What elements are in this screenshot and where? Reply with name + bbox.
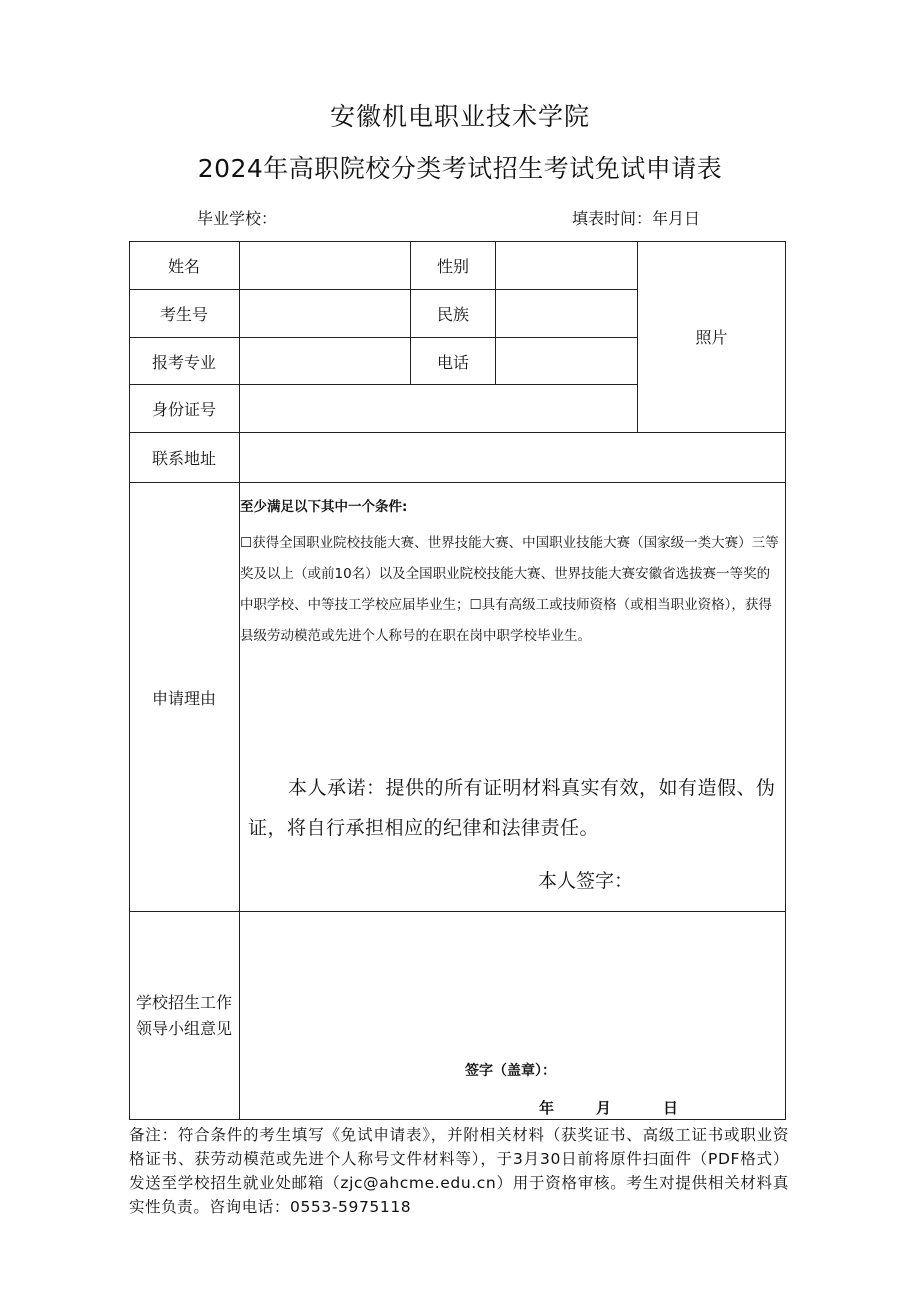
institution-title: 安徽机电职业技术学院 [329,102,590,131]
signature-seal-label: 签字（盖章）： [465,1063,556,1079]
leader-opinion-area[interactable] [240,912,785,1119]
reason-label: 申请理由 [151,688,216,708]
id-number-field[interactable] [240,385,637,432]
pledge-text: 本人承诺：提供的所有证明材料真实有效，如有造假、伪证，将自行承担相应的纪律和法律责任。 [248,777,776,839]
name-label: 姓名 [167,256,200,276]
id-number-label: 身份证号 [151,400,216,419]
gender-field[interactable] [496,241,637,289]
ethnicity-field[interactable] [496,290,637,337]
phone-field[interactable] [496,338,637,384]
leader-opinion-label: 学校招生工作领导小组意见 [135,993,232,1038]
major-label: 报考专业 [151,352,216,372]
fill-date-label: 填表时间：年月日 [572,209,701,228]
self-signature-label: 本人签字： [538,870,634,892]
date-day: 日 [663,1099,679,1117]
date-month: 月 [596,1099,612,1117]
graduate-school-label: 毕业学校： [197,209,278,228]
ethnicity-label: 民族 [436,305,469,324]
application-reason [240,497,780,652]
name-field[interactable] [240,241,410,289]
exam-number-label: 考生号 [159,305,208,324]
exam-number-field[interactable] [240,290,410,337]
date-year: 年 [539,1099,555,1117]
address-label: 联系地址 [151,449,216,468]
address-field[interactable] [240,433,785,482]
footer-note: 备注：符合条件的考生填写《免试申请表》，并附相关材料（获奖证书、高级工证书或职业资格证书、获劳动模范或先进个人称号文件材料等），于3月30日前将原件扫面件（PDF格式）发送至学校招生就业处邮箱（zjc@ahcme.edu.cn）用于资格审核。考生对提供相关材料真实性负责。咨询电话：0553-5975118 [129,1126,789,1216]
condition-text: ☐获得全国职业院校技能大赛、世界技能大赛、中国职业技能大赛（国家级一类大赛）三等奖及以上（或前10名）以及全国职业院校技能大赛、世界技能大赛安徽省选拔赛一等奖的中职学校、中等技工学校应届毕业生；☐具有高级工或技师资格（或相当职业资格），获得县级劳动模范或先进个人称号的在职在岗中职学校毕业生。 [240,535,779,644]
form-title: 2024年高职院校分类考试招生考试免试申请表 [197,154,723,183]
major-field[interactable] [240,338,410,384]
phone-label: 电话 [436,352,469,372]
gender-label: 性别 [436,256,469,276]
condition-heading: 至少满足以下其中一个条件: [240,499,408,515]
application-form-table [129,241,786,1120]
photo-box[interactable]: 照片 [695,328,728,347]
